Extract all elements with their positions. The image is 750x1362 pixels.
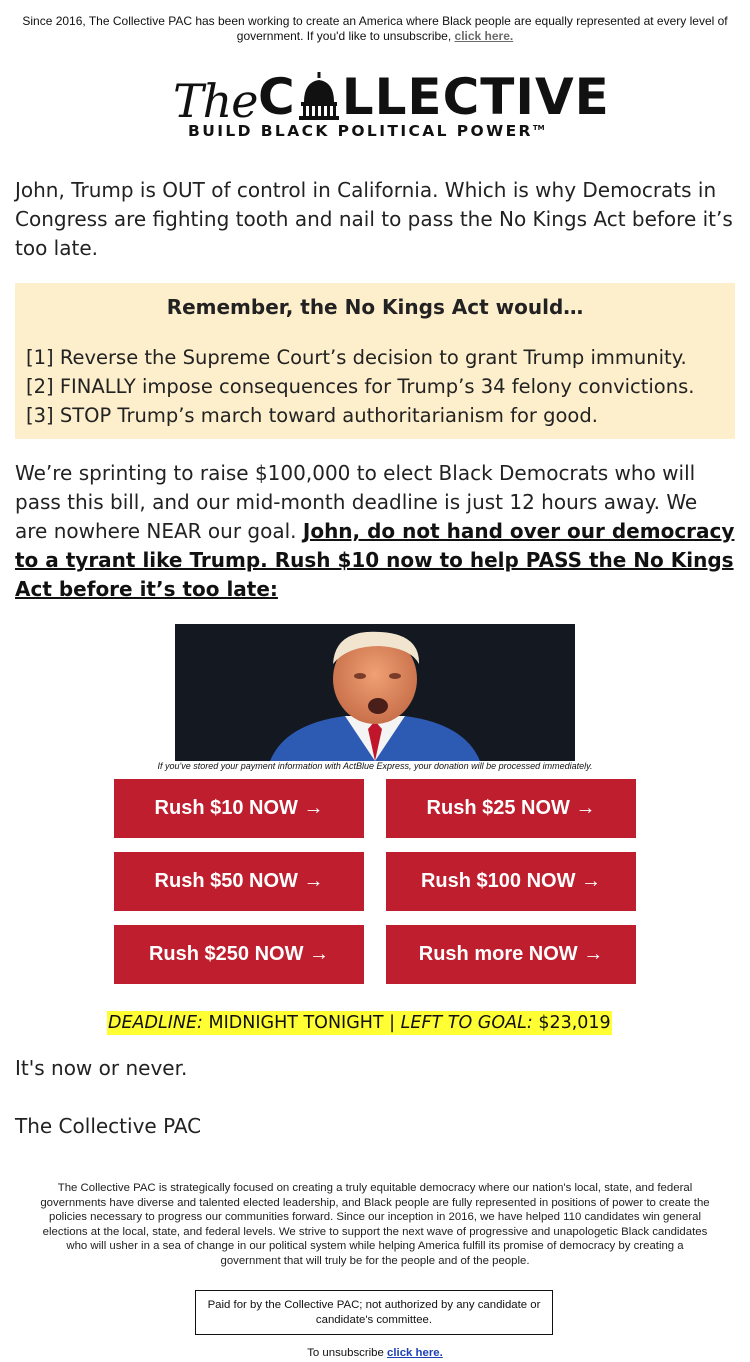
collective-logo [170, 68, 610, 148]
paid-for-disclaimer: Paid for by the Collective PAC; not authorized by any candidate or candidate's committee. [195, 1290, 553, 1335]
donate-cta-link[interactable]: John, do not hand over our democracy to a tyrant like Trump. Rush $10 now to help PASS the No Kings Act before it’s too late: [15, 519, 735, 601]
signature: The Collective PAC [15, 1114, 202, 1138]
rush-25-button[interactable]: Rush $25 NOW → [386, 779, 636, 838]
logo-tagline-text: BUILD BLACK POLITICAL POWER [188, 122, 533, 140]
callout-item: [3] STOP Trump’s march toward authoritarianism for good. [26, 404, 598, 427]
appeal-text: We’re sprinting to raise $100,000 to elect Black Democrats who will pass this bill, and our mid-month deadline is just 12 hours away. We are nowhere NEAR our goal. [15, 461, 698, 543]
actblue-caption: If you've stored your payment information with ActBlue Express, your donation will be processed immediately. [157, 761, 593, 771]
capitol-dome-icon [296, 72, 342, 120]
logo-llective: LLECTIVE [341, 68, 610, 126]
callout-item: [1] Reverse the Supreme Court’s decision to grant Trump immunity. [26, 346, 687, 369]
intro-paragraph: John, Trump is OUT of control in California. Which is why Democrats in Congress are fighting tooth and nail to pass the No Kings Act before it’s too late. [15, 178, 733, 260]
footer-unsub-text: To unsubscribe [307, 1347, 384, 1359]
logo-tagline [188, 122, 545, 140]
footer-unsubscribe-link[interactable]: click here. [387, 1347, 443, 1359]
closing-line: It's now or never. [15, 1056, 188, 1080]
trademark-mark: TM [532, 123, 545, 132]
trump-photo[interactable] [175, 624, 575, 761]
trump-photo-illustration [175, 624, 575, 761]
rush-50-button[interactable]: Rush $50 NOW → [114, 852, 364, 911]
logo-the: The [173, 74, 258, 128]
appeal-paragraph [15, 459, 735, 604]
top-unsubscribe-link[interactable]: click here. [454, 29, 514, 43]
footer-unsubscribe [0, 1347, 750, 1359]
rush-more-button[interactable]: Rush more NOW → [386, 925, 636, 984]
rush-10-button[interactable]: Rush $10 NOW → [114, 779, 364, 838]
logo-c: C [258, 68, 296, 126]
rush-100-button[interactable]: Rush $100 NOW → [386, 852, 636, 911]
top-notice [0, 14, 750, 44]
about-paragraph: The Collective PAC is strategically focused on creating a truly equitable democracy where our nation's local, state, and federal governments have diverse and talented elected leadership, and Black people are fully represented in positions of power to create the policies necessary to progress our communities forward. Since our inception in 2016, we have helped 110 candidates win general elections at the local, state, and federal levels. We strive to support the next wave of progressive and unapologetic Black candidates who will usher in a sea of change in our political system while helping America fulfill its promise of democracy by creating a government that will truly be for the people and of the people. [40, 1182, 710, 1267]
goal-value: $23,019 [538, 1013, 611, 1033]
callout-heading: Remember, the No Kings Act would… [166, 295, 584, 319]
callout-list [26, 343, 694, 430]
callout-item: [2] FINALLY impose consequences for Trump’s 34 felony convictions. [26, 375, 695, 398]
rush-250-button[interactable]: Rush $250 NOW → [114, 925, 364, 984]
logo-collective [258, 68, 610, 126]
deadline-label: DEADLINE: [108, 1013, 203, 1033]
goal-label: LEFT TO GOAL: [400, 1013, 533, 1033]
top-notice-text: Since 2016, The Collective PAC has been working to create an America where Black people are equally represented at every level of government. If you'd like to unsubscribe, [22, 14, 728, 43]
deadline-value: MIDNIGHT TONIGHT | [208, 1013, 396, 1033]
deadline-banner [107, 1011, 612, 1035]
no-kings-act-callout [15, 283, 735, 439]
